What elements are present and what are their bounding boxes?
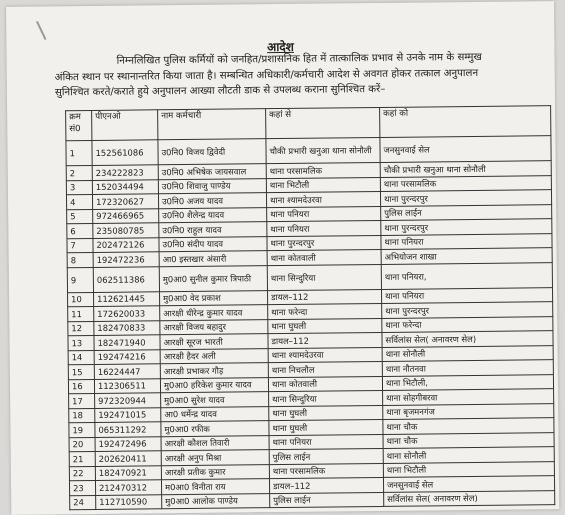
cell-pno: 112306511 — [94, 378, 160, 393]
cell-pno: 234222823 — [92, 165, 158, 180]
cell-from: थाना पनियरा — [267, 206, 381, 222]
cell-name: उ0नि0 संदीप यादव — [159, 236, 267, 252]
cell-from: पुलिस लाईन — [269, 448, 383, 464]
cell-serial: 13 — [68, 335, 94, 350]
cell-from: डायल–112 — [267, 289, 381, 305]
cell-pno: 112710590 — [96, 494, 162, 509]
cell-serial: 22 — [69, 466, 95, 481]
cell-name: उ0नि0 अभिषेक जायसवाल — [158, 164, 266, 180]
cell-from: थाना कोतवाली — [268, 376, 382, 392]
cell-name: मु0आ0 हरिकेश कुमार यादव — [160, 377, 268, 393]
cell-to: थाना पनियरा — [381, 287, 552, 303]
cell-pno: 182470833 — [94, 320, 160, 335]
cell-to: सर्विलांस सेल( अनावरण सेल) — [382, 331, 553, 347]
header-serial: क्रम सं0 — [66, 110, 92, 140]
cell-from: थाना सिन्दुरिया — [269, 390, 383, 406]
cell-to: थाना भिटौली, — [382, 374, 553, 390]
cell-serial: 11 — [68, 306, 94, 321]
cell-from: थाना फरेन्दा — [268, 303, 382, 319]
cell-name: उ0नि0 शिवाजु पाण्डेय — [158, 178, 266, 194]
cell-name: मु0आ0 रफीक — [161, 421, 269, 437]
cell-name: आरक्षी प्रभाकर गौड़ — [160, 363, 268, 379]
cell-serial: 23 — [69, 480, 95, 495]
cell-from: थाना श्यामदेउरवा — [266, 191, 380, 207]
cell-from: चौकी प्रभारी खनुआ थाना सोनौली — [266, 137, 380, 163]
cell-to: थाना फरेन्दा — [382, 316, 553, 332]
cell-serial: 2 — [66, 165, 92, 180]
cell-pno: 972320944 — [95, 393, 161, 408]
cell-name: आरक्षी हैदर अली — [160, 348, 268, 364]
cell-serial: 18 — [69, 408, 95, 423]
cell-serial: 7 — [67, 238, 93, 253]
cell-to: थाना चौक — [383, 432, 554, 448]
cell-from: थाना पुरन्दरपुर — [267, 235, 381, 251]
cell-pno: 16224447 — [94, 364, 160, 379]
cell-serial: 16 — [68, 379, 94, 394]
cell-to: जनसुनवाई सेल — [380, 136, 551, 163]
cell-from: थाना भिटौली — [266, 177, 380, 193]
cell-serial: 1 — [66, 140, 92, 165]
cell-to: थाना भिटौली — [383, 461, 554, 477]
cell-from: थाना घुघली — [269, 405, 383, 421]
cell-name: मु0आ0 आलोक पाण्डेय — [162, 493, 270, 509]
cell-serial: 9 — [67, 267, 93, 292]
header-name: नाम कर्मचारी — [158, 109, 266, 140]
cell-from: थाना घुघली — [268, 318, 382, 334]
cell-name: उ0नि0 राहुल यादव — [159, 222, 267, 238]
order-paragraph — [55, 49, 527, 100]
cell-to: थाना सोनौली — [382, 345, 553, 361]
cell-pno: 192472496 — [95, 436, 161, 451]
cell-to: थाना बृजमनगंज — [383, 403, 554, 419]
cell-to: थाना पुरन्दरपुर — [382, 302, 553, 318]
cell-serial: 12 — [68, 321, 94, 336]
cell-pno: 202472126 — [93, 237, 159, 252]
cell-from: डायल–112 — [268, 332, 382, 348]
cell-from: डायल–112 — [269, 477, 383, 493]
header-pno: पीएनओ — [92, 110, 158, 141]
cell-from: थाना पनियरा — [269, 434, 383, 450]
cell-name: आरक्षी कौशल तिवारी — [161, 435, 269, 451]
cell-name: आ0 इस्तखार अंसारी — [159, 251, 267, 267]
cell-to: थाना पनियरा, — [381, 262, 552, 289]
cell-serial: 10 — [68, 292, 94, 307]
cell-serial: 21 — [69, 451, 95, 466]
cell-pno: 192471015 — [95, 407, 161, 422]
cell-serial: 6 — [67, 223, 93, 238]
table-body — [66, 136, 555, 510]
cell-from: थाना घुघली — [269, 419, 383, 435]
cell-to: सर्विलांस सेल( अनावरण सेल) — [384, 490, 555, 506]
transfer-table — [65, 105, 555, 510]
cell-pno: 235080785 — [93, 223, 159, 238]
cell-name: मु0आ0 सुनील कुमार त्रिपाठी — [159, 265, 267, 291]
cell-name: उ0नि0 शैलेन्द्र यादव — [159, 207, 267, 223]
cell-pno: 062511386 — [93, 266, 159, 292]
document-page — [6, 1, 559, 515]
cell-to: चौकी प्रभारी खनुआ थाना सोनौली — [380, 161, 551, 177]
cell-from: पुलिस लाईन — [270, 492, 384, 508]
cell-to: थाना नौतनवा — [382, 360, 553, 376]
cell-serial: 3 — [66, 180, 92, 195]
cell-from: थाना श्यामदेउरवा — [268, 347, 382, 363]
cell-pno: 192472236 — [93, 252, 159, 267]
cell-pno: 182471940 — [94, 335, 160, 350]
order-title: आदेश — [266, 39, 294, 55]
cell-to: थाना पुरन्दरपुर — [381, 219, 552, 235]
cell-to: अभियोजन शाखा — [381, 248, 552, 264]
pen-mark — [36, 21, 46, 40]
cell-from: थाना कोतवाली — [267, 249, 381, 265]
cell-serial: 17 — [69, 393, 95, 408]
cell-serial: 24 — [70, 495, 96, 510]
cell-pno: 152561086 — [92, 140, 158, 166]
cell-pno: 192474216 — [94, 349, 160, 364]
cell-to: थाना सोनौली — [383, 447, 554, 463]
cell-name: आरक्षी धीरेन्द्र कुमार यादव — [160, 305, 268, 321]
cell-pno: 212470312 — [95, 480, 161, 495]
cell-to: थाना सोहगीबरवा — [383, 389, 554, 405]
header-to: कहां को — [380, 106, 551, 138]
cell-to: थाना पुरन्दरपुर — [380, 190, 551, 206]
cell-name: मु0आ0 सुरेश यादव — [161, 392, 269, 408]
cell-serial: 19 — [69, 422, 95, 437]
cell-pno: 172320627 — [92, 194, 158, 209]
cell-from: थाना परसामलिक — [269, 463, 383, 479]
cell-from: थाना निचलौल — [268, 361, 382, 377]
cell-from: थाना परसामलिक — [266, 162, 380, 178]
cell-to: थाना परसामलिक — [380, 175, 551, 191]
cell-pno: 152034494 — [92, 179, 158, 194]
cell-pno: 182470921 — [95, 465, 161, 480]
cell-name: आरक्षी प्रतीक कुमार — [161, 464, 269, 480]
paragraph-line: निम्नलिखित पुलिस कर्मियों को जनहित/प्रशासनिक हित में तात्कालिक प्रभाव से उनके नाम के सम्मुख — [116, 51, 482, 67]
cell-name: उ0नि0 अजय यादव — [158, 193, 266, 209]
cell-name: म0आ0 विनीता राय — [161, 479, 269, 495]
cell-pno: 112621445 — [94, 291, 160, 306]
paragraph-line: अंकित स्थान पर स्थानान्तरित किया जाता है। सम्बन्धित अधिकारी/कर्मचारी आदेश से अवगत होकर तत्काल अनुपालन — [54, 67, 479, 83]
cell-pno: 972466965 — [93, 208, 159, 223]
cell-name: उ0नि0 विजय द्विवेदी — [158, 139, 266, 165]
cell-serial: 5 — [67, 209, 93, 224]
cell-pno: 065311292 — [95, 422, 161, 437]
header-from: कहां से — [266, 107, 380, 138]
cell-from: थाना सिन्दुरिया — [267, 264, 381, 290]
cell-serial: 20 — [69, 437, 95, 452]
cell-pno: 172620033 — [94, 306, 160, 321]
cell-name: मु0आ0 वेद प्रकाश — [160, 290, 268, 306]
cell-name: आरक्षी विजय बहादुर — [160, 319, 268, 335]
cell-from: थाना पनियरा — [267, 220, 381, 236]
cell-serial: 4 — [66, 194, 92, 209]
cell-serial: 14 — [68, 350, 94, 365]
cell-pno: 202620411 — [95, 451, 161, 466]
cell-name: आरक्षी अनुप मिश्रा — [161, 450, 269, 466]
cell-to: थाना पनियरा — [381, 233, 552, 249]
cell-to: थाना चौक — [383, 418, 554, 434]
paragraph-line: सुनिश्चित करते/कराते हुये अनुपालन आख्या लौटती डाक से उपलब्ध कराना सुनिश्चित करें– — [54, 83, 386, 99]
cell-serial: 15 — [68, 364, 94, 379]
cell-to: जनसुनवाई सेल — [383, 476, 554, 492]
cell-name: आरक्षी सूरज भारती — [160, 334, 268, 350]
cell-to: पुलिस लाईन — [381, 204, 552, 220]
cell-name: आ0 धर्मेन्द्र यादव — [161, 406, 269, 422]
cell-serial: 8 — [67, 252, 93, 267]
